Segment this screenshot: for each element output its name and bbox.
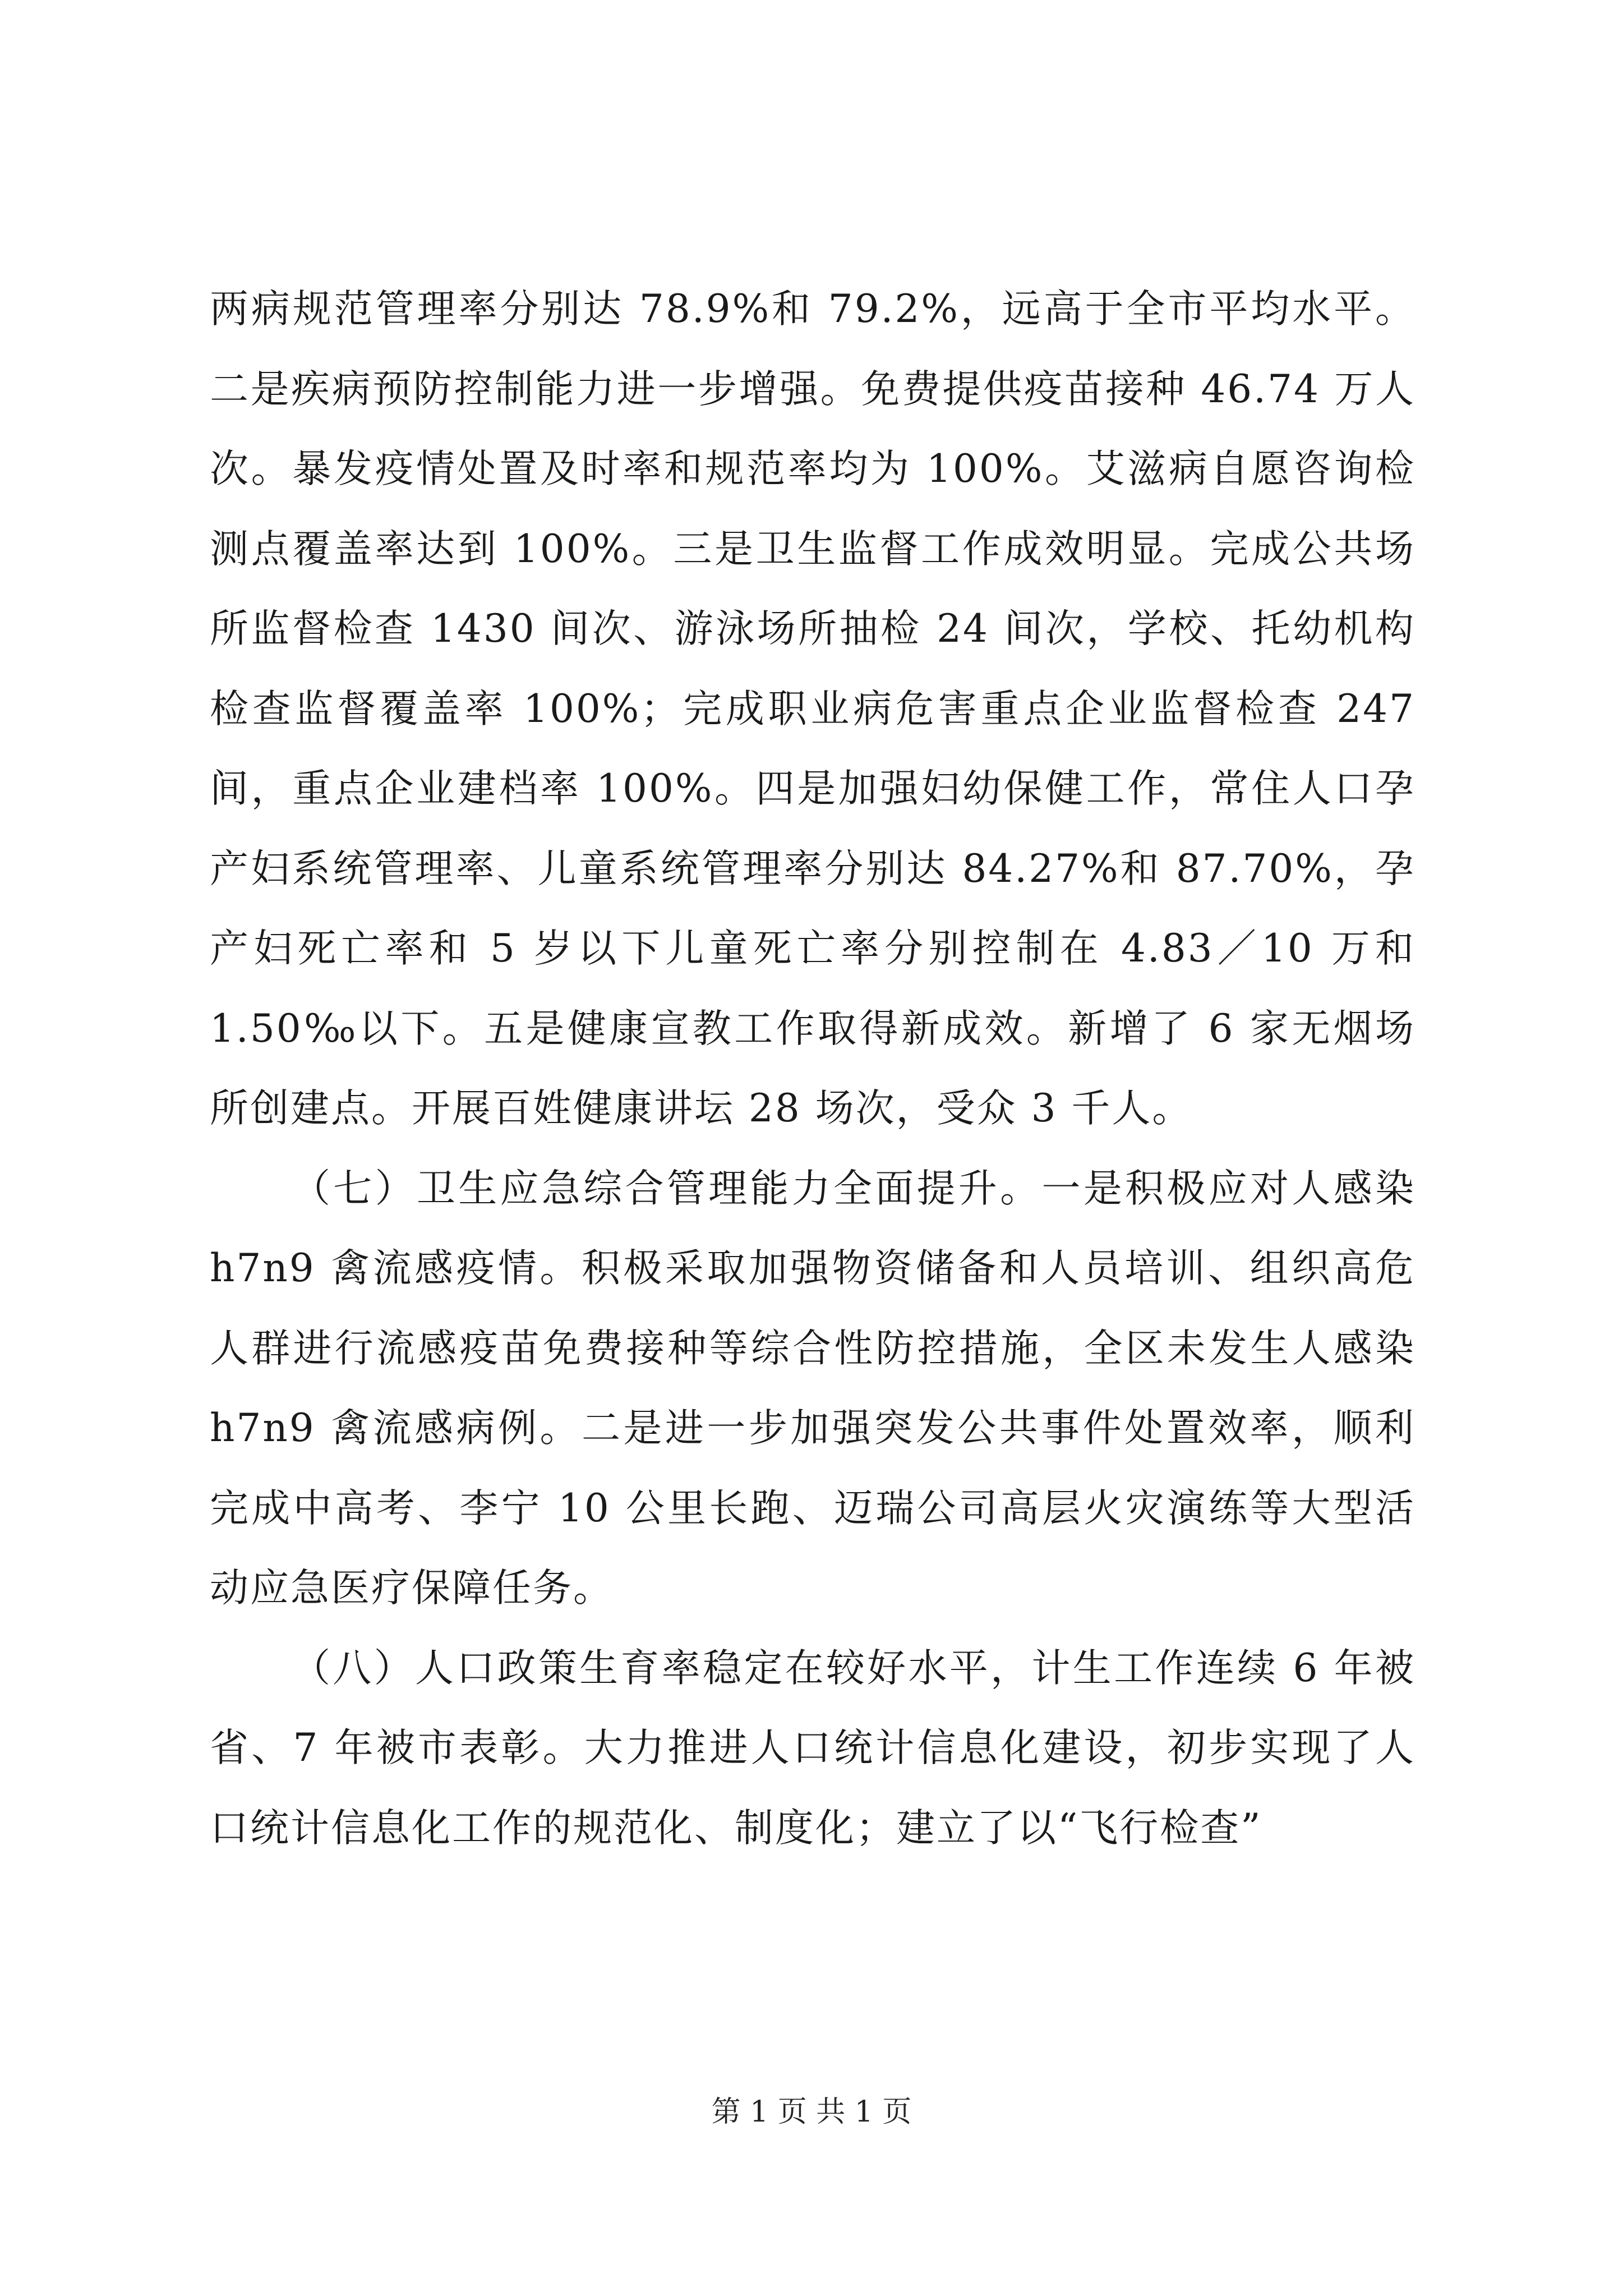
paragraph-emergency-management: （七）卫生应急综合管理能力全面提升。一是积极应对人感染 h7n9 禽流感疫情。积极采取加强物资储备和人员培训、组织高危人群进行流感疫苗免费接种等综合性防控措施，全区未发生人感染 h7n9 禽流感病例。二是进一步加强突发公共事件处置效率，顺利完成中高考、李宁 10 公里长跑、迈瑞公司高层火灾演练等大型活动应急医疗保障任务。 [210,1166,1415,1611]
page-footer: 第 1 页 共 1 页 [711,2095,912,2129]
paragraph-population-policy: （八）人口政策生育率稳定在较好水平，计生工作连续 6 年被省、7 年被市表彰。大力推进人口统计信息化建设，初步实现了人口统计信息化工作的规范化、制度化；建立了以“飞行检查” [210,1645,1415,1851]
paragraph-health-work: 两病规范管理率分别达 78.9%和 79.2%，远高于全市平均水平。二是疾病预防控制能力进一步增强。免费提供疫苗接种 46.74 万人次。暴发疫情处置及时率和规范率均为 100%。艾滋病自愿咨询检测点覆盖率达到 100%。三是卫生监督工作成效明显。完成公共场所监督检查 1430 间次、游泳场所抽检 24 间次，学校、托幼机构检查监督覆盖率 100%；完成职业病危害重点企业监督检查 247 间，重点企业建档率 100%。四是加强妇幼保健工作，常住人口孕产妇系统管理率、儿童系统管理率分别达 84.27%和 87.70%，孕产妇死亡率和 5 岁以下儿童死亡率分别控制在 4.83／10 万和 1.50‰以下。五是健康宣教工作取得新成效。新增了 6 家无烟场所创建点。开展百姓健康讲坛 28 场次，受众 3 千人。 [210,287,1415,1131]
document-body [210,269,1415,1868]
